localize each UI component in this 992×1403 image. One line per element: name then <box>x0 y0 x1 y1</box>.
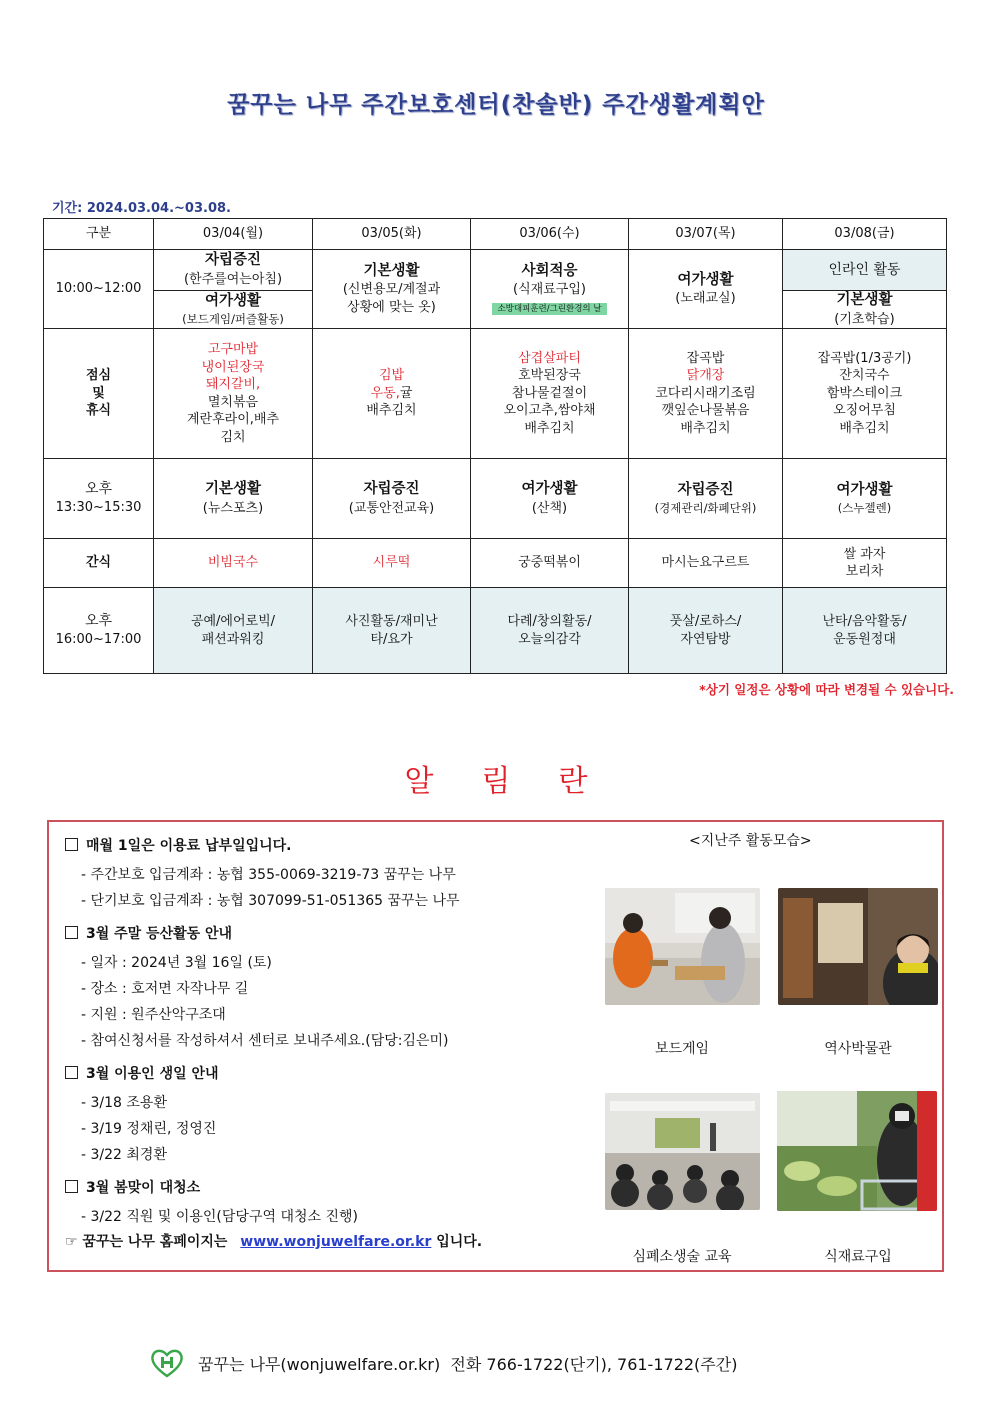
notice-text <box>65 836 585 1258</box>
schedule-cell <box>471 588 629 674</box>
schedule-cell <box>313 588 471 674</box>
activity-detail: (뉴스포츠) <box>202 500 264 516</box>
photo-caption: 식재료구입 <box>824 1249 892 1265</box>
activity-line: 오늘의감각 <box>518 631 581 647</box>
menu-item: 멸치볶음 <box>207 394 259 410</box>
photo-caption: 심폐소생술 교육 <box>632 1249 732 1265</box>
menu-item: 호박된장국 <box>518 368 581 384</box>
lunch-row <box>44 329 947 459</box>
activity-title: 기본생활 <box>204 481 262 498</box>
activity-detail: (산책) <box>531 500 568 516</box>
snack-cell: 비빔국수 <box>154 539 313 588</box>
notice-line: - 지원 : 원주산악구조대 <box>81 1007 226 1023</box>
activity-line: 난타/음악활동/ <box>822 614 907 630</box>
row-label: 10:00~12:00 <box>44 250 154 329</box>
menu-cell <box>629 329 783 459</box>
homepage-prefix: ☞ 꿈꾸는 나무 홈페이지는 <box>65 1234 228 1250</box>
notice-heading-text: 3월 이용인 생일 안내 <box>86 1066 219 1082</box>
schedule-cell <box>154 291 313 329</box>
activity-title: 여가생활 <box>204 293 262 310</box>
schedule-cell <box>783 459 947 539</box>
weekly-schedule-table <box>43 218 947 674</box>
activity-line: 풋살/로하스/ <box>669 614 742 630</box>
menu-item: 계란후라이,배추 <box>186 412 280 428</box>
activity-detail: (한주를여는아침) <box>183 272 283 287</box>
activity-detail: (스누젤렌) <box>837 500 892 515</box>
schedule-cell <box>783 588 947 674</box>
homepage-link[interactable]: www.wonjuwelfare.or.kr <box>240 1234 432 1250</box>
notice-line: - 주간보호 입금계좌 : 농협 355-0069-3219-73 꿈꾸는 나무 <box>81 867 456 883</box>
activity-line: 패션과워킹 <box>201 631 265 647</box>
notice-line: - 3/22 최경환 <box>81 1147 167 1163</box>
activity-title: 자립증진 <box>204 252 262 269</box>
menu-item: 잡곡밥(1/3공기) <box>817 350 912 366</box>
photo-board-game <box>605 888 760 1005</box>
notice-line: - 참여신청서를 작성하셔서 센터로 보내주세요.(담당:김은미) <box>81 1033 449 1049</box>
afternoon2-row <box>44 588 947 674</box>
schedule-cell <box>471 459 629 539</box>
menu-item: 오이고추,쌈야채 <box>503 403 596 419</box>
activity-detail: (교통안전교육) <box>348 500 435 516</box>
row-label-line: 및 <box>92 385 105 401</box>
snack-cell: 시루떡 <box>313 539 471 588</box>
notice-line: - 장소 : 호저면 자작나무 길 <box>81 981 249 997</box>
menu-item: 배추김치 <box>680 420 731 436</box>
header-cell: 03/08(금) <box>783 219 947 250</box>
event-badge: 소방대피훈련/그린환경의 날 <box>492 303 606 315</box>
schedule-cell <box>313 250 471 329</box>
menu-item: 김치 <box>220 429 246 445</box>
menu-item: 돼지갈비, <box>205 377 261 393</box>
notice-title-char: 란 <box>558 764 636 799</box>
menu-item: 오징어무침 <box>833 403 896 419</box>
activity-detail: (신변용모/계절과 <box>342 282 441 298</box>
activity-line: 사진활동/재미난 <box>345 614 438 630</box>
checkbox-square-icon <box>65 1066 78 1079</box>
photo-grocery-shopping <box>777 1091 937 1211</box>
activity-title: 기본생활 <box>836 292 893 308</box>
activity-title: 여가생활 <box>677 271 734 288</box>
menu-cell <box>154 329 313 459</box>
notice-heading-text: 매월 1일은 이용료 납부일입니다. <box>86 838 292 854</box>
checkbox-square-icon <box>65 1180 78 1193</box>
heart-logo-icon <box>150 1348 184 1378</box>
menu-item: 깻잎순나물볶음 <box>661 403 750 419</box>
menu-item-row <box>315 385 468 403</box>
menu-item: 우동, <box>370 385 400 401</box>
menu-item: 함박스테이크 <box>826 385 903 401</box>
schedule-cell <box>471 250 629 329</box>
menu-item: 냉이된장국 <box>201 359 265 375</box>
row-label <box>44 459 154 539</box>
snack-row <box>44 539 947 588</box>
header-cell: 구분 <box>44 219 154 250</box>
row-label-line: 16:00~17:00 <box>55 632 142 648</box>
schedule-cell <box>783 250 947 291</box>
photo-cpr-education <box>605 1093 760 1210</box>
footer-contact: 꿈꾸는 나무(wonjuwelfare.or.kr) 전화 766-1722(단기), 761-1722(주간) <box>198 1354 738 1374</box>
activity-line: 타/요가 <box>370 631 413 647</box>
menu-item: 귤 <box>399 385 413 401</box>
morning-row <box>44 250 947 291</box>
menu-item: 배추김치 <box>366 403 417 419</box>
notice-line: - 단기보호 입금계좌 : 농협 307099-51-051365 꿈꾸는 나무 <box>81 893 460 909</box>
menu-item: 배추김치 <box>524 420 575 436</box>
schedule-period: 기간: 2024.03.04.~03.08. <box>52 201 231 216</box>
schedule-cell <box>783 291 947 329</box>
activity-detail: 상황에 맞는 옷) <box>347 299 436 315</box>
menu-item: 참나물겉절이 <box>511 385 588 401</box>
row-label-line: 오후 <box>84 613 113 630</box>
snack-item: 보리차 <box>845 564 884 580</box>
row-label-line: 휴식 <box>85 403 112 419</box>
snack-cell: 궁중떡볶이 <box>471 539 629 588</box>
activity-title: 자립증진 <box>363 481 420 498</box>
menu-item: 닭개장 <box>686 368 725 384</box>
activity-line: 운동원정대 <box>833 631 896 647</box>
notice-line: - 일자 : 2024년 3월 16일 (토) <box>81 955 272 971</box>
snack-cell <box>783 539 947 588</box>
schedule-cell <box>154 588 313 674</box>
menu-cell <box>471 329 629 459</box>
notice-section-heading <box>65 1178 585 1198</box>
notice-line: - 3/18 조용환 <box>81 1095 167 1111</box>
row-label: 간식 <box>44 539 154 588</box>
menu-item: 배추김치 <box>839 420 890 436</box>
notice-box <box>47 820 944 1272</box>
row-label-line: 오후 <box>84 481 113 498</box>
activity-detail: (경제관리/화폐단위) <box>654 500 757 515</box>
photo-history-museum <box>778 888 938 1005</box>
schedule-change-note: *상기 일정은 상황에 따라 변경될 수 있습니다. <box>699 682 954 697</box>
activity-title: 여가생활 <box>836 482 893 499</box>
menu-cell <box>313 329 471 459</box>
activity-title: 여가생활 <box>521 481 578 498</box>
homepage-suffix: 입니다. <box>436 1234 483 1250</box>
footer <box>150 1348 737 1378</box>
header-cell: 03/04(월) <box>154 219 313 250</box>
schedule-cell <box>154 459 313 539</box>
menu-item: 코다리시래기조림 <box>655 385 756 401</box>
menu-item: 고구마밥 <box>207 341 259 357</box>
activity-line: 다례/창의활동/ <box>507 614 592 630</box>
row-label-line: 13:30~15:30 <box>55 500 142 516</box>
photos-title: <지난주 활동모습> <box>689 833 812 849</box>
afternoon1-row <box>44 459 947 539</box>
page-title: 꿈꾸는 나무 주간보호센터(찬솔반) 주간생활계획안 <box>227 92 765 118</box>
schedule-cell <box>154 250 313 291</box>
photo-caption: 역사박물관 <box>824 1041 892 1057</box>
notice-title-char: 림 <box>481 764 559 799</box>
activity-title: 사회적응 <box>521 262 578 279</box>
notice-line: - 3/19 정채린, 정영진 <box>81 1121 217 1137</box>
checkbox-square-icon <box>65 926 78 939</box>
header-cell: 03/06(수) <box>471 219 629 250</box>
menu-item: 삼겹살파티 <box>518 350 581 366</box>
menu-cell <box>783 329 947 459</box>
row-label <box>44 588 154 674</box>
menu-item: 잡곡밥 <box>686 350 725 366</box>
schedule-cell <box>629 459 783 539</box>
notice-title-char: 알 <box>404 764 482 799</box>
menu-item: 잔치국수 <box>839 368 890 384</box>
header-cell: 03/05(화) <box>313 219 471 250</box>
notice-heading-text: 3월 주말 등산활동 안내 <box>86 926 233 942</box>
activity-detail: (식재료구입) <box>513 282 586 298</box>
homepage-line <box>65 1232 585 1252</box>
header-cell: 03/07(목) <box>629 219 783 250</box>
notice-heading-text: 3월 봄맞이 대청소 <box>86 1180 201 1196</box>
schedule-cell <box>629 250 783 329</box>
schedule-cell <box>629 588 783 674</box>
notice-section-heading <box>65 1064 585 1084</box>
menu-item: 김밥 <box>378 368 405 384</box>
snack-cell: 마시는요구르트 <box>629 539 783 588</box>
notice-title <box>0 756 992 800</box>
snack-item: 쌀 과자 <box>843 546 886 562</box>
schedule-cell <box>313 459 471 539</box>
row-label-line: 점심 <box>85 368 112 384</box>
activity-title: 기본생활 <box>363 262 420 279</box>
notice-section-heading <box>65 836 585 856</box>
table-header-row <box>44 219 947 250</box>
row-label <box>44 329 154 459</box>
activity-title: 인라인 활동 <box>828 261 901 278</box>
activity-detail: (기초학습) <box>834 311 895 327</box>
activity-detail: (노래교실) <box>675 291 736 307</box>
activity-detail: (보드게임/퍼즐활동) <box>182 311 284 326</box>
photo-caption: 보드게임 <box>654 1041 710 1057</box>
activity-line: 자연탐방 <box>680 631 731 647</box>
notice-section-heading <box>65 924 585 944</box>
notice-line: - 3/22 직원 및 이용인(담당구역 대청소 진행) <box>81 1209 358 1225</box>
activity-title: 자립증진 <box>677 482 734 499</box>
activity-line: 공예/에어로빅/ <box>190 614 276 630</box>
checkbox-square-icon <box>65 838 78 851</box>
